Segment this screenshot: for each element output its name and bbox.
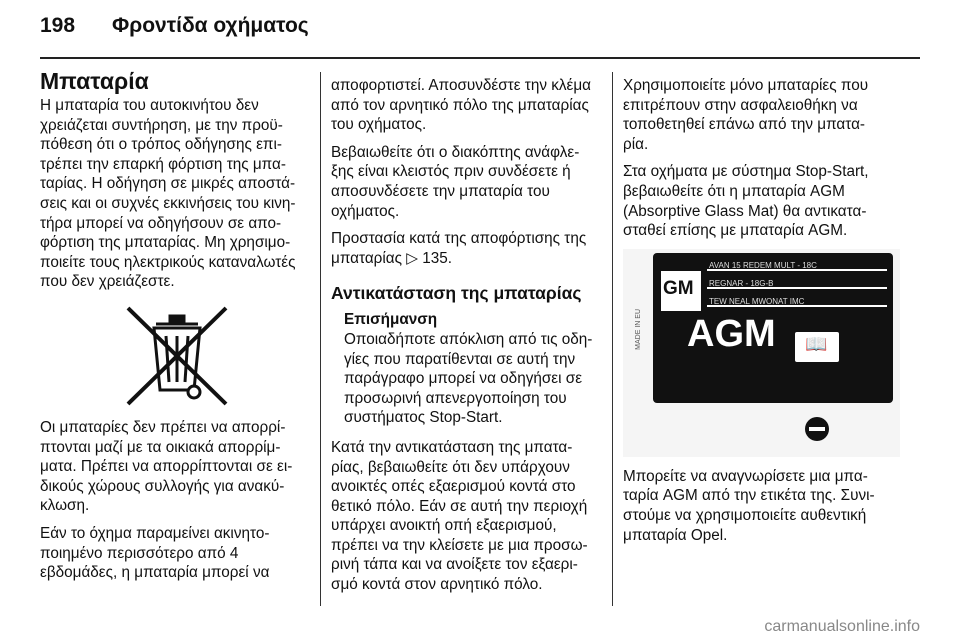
column-divider-2 (612, 72, 613, 606)
page-number: 198 (40, 14, 76, 37)
page-ref-link[interactable]: 135. (422, 249, 453, 267)
footer-watermark: carmanualsonline.info (764, 618, 920, 635)
label-line-2: REGNAR - 18G-B (709, 278, 774, 288)
page-header (40, 14, 309, 38)
column-3 (623, 76, 893, 553)
gm-logo: GM (663, 277, 694, 299)
notice-box (344, 310, 601, 428)
fuse-box-paragraph: Χρησιμοποιείτε μόνο μπαταρίες που επιτρέπουν στην ασφαλειοθήκη να τοποθετηθεί επάνω από την μπατα- ρία. (623, 77, 869, 153)
label-side-text: MADE IN EU (635, 308, 642, 350)
column-2 (331, 76, 601, 603)
section-heading-battery: Μπαταρία (40, 68, 149, 94)
section-heading-replacement: Αντικατάσταση της μπαταρίας (331, 283, 582, 304)
column-1 (40, 68, 310, 591)
disposal-paragraph: Οι μπαταρίες δεν πρέπει να απορρί- πτονται μαζί με τα οικιακά απορρίμ- ματα. Πρέπει να απορρίπτονται σε ει- δικούς χώρους συλλογής για ανακύ- κλωση. (40, 418, 293, 515)
label-line-3: TEW NEAL MWONAT IMC (709, 296, 805, 306)
vent-paragraph: Κατά την αντικατάσταση της μπατα- ρίας, βεβαιωθείτε ότι δεν υπάρχουν ανοικτές οπές εξαερισμού κοντά στο θετικό πόλο. Εάν σε αυτή την περιοχή υπάρχει ανοικτή οπή εξαερισμού, πρέπει να την κλείσετε με μια προσω- ρινή τάπα και να ανοίξετε τον εξαερι- σμό κοντά στον αρνητικό πόλο. (331, 438, 588, 594)
notice-title: Επισήμανση (344, 311, 438, 329)
agm-paragraph: Στα οχήματα με σύστημα Stop-Start, βεβαιωθείτε ότι η μπαταρία AGM (Absorptive Glass Mat) θα αντικατα- σταθεί επίσης με μπαταρία AGM. (623, 163, 869, 240)
battery-intro-paragraph: Η μπαταρία του αυτοκινήτου δεν χρειάζεται συντήρηση, με την προϋ- πόθεση ότι ο τρόπος οδήγησης επι- τρέπει την επαρκή φόρτιση της μπα- ταρίας. Η οδήγηση σε μικρές αποστά- σεις και οι συχνές εκκινήσεις του κινη- τήρα μπορεί να οδηγήσουν σε απο- φόρτιση της μπαταρίας. Μη χρησιμο- ποιείτε τους ηλεκτρικούς καταναλωτές που δεν χρειάζεστε. (40, 97, 296, 291)
book-icon: 📖 (805, 333, 828, 354)
protection-paragraph (331, 229, 601, 268)
protection-text: Προστασία κατά της αποφόρτισης της μπαταρίας (331, 230, 587, 267)
agm-battery-label-image (623, 249, 900, 457)
column-divider-1 (320, 72, 321, 606)
storage-paragraph: Εάν το όχημα παραμείνει ακινητο- ποιημένο περισσότερο από 4 εβδομάδες, η μπαταρία μπορεί να (40, 524, 270, 582)
disconnect-paragraph: αποφορτιστεί. Αποσυνδέστε την κλέμα από τον αρνητικό πόλο της μπαταρίας του οχήματος. (331, 77, 592, 134)
negative-terminal-icon (806, 417, 828, 439)
crossed-bin-icon (118, 304, 236, 408)
agm-label-text: AGM (687, 312, 776, 355)
ignition-paragraph: Βεβαιωθείτε ότι ο διακόπτης ανάφλε- ξης είναι κλειστός πριν συνδέσετε ή αποσυνδέσετε την μπαταρία του οχήματος. (331, 143, 580, 220)
agm-identification-paragraph: Μπορείτε να αναγνωρίσετε μια μπα- ταρία AGM από την ετικέτα της. Συνι- στούμε να χρησιμοποιείτε αυθεντική μπαταρία Opel. (623, 467, 875, 544)
header-rule (40, 57, 920, 59)
notice-text: Οποιαδήποτε απόκλιση από τις οδη- γίες που παρατίθενται σε αυτή την παράγραφο μπορεί να οδηγήσει σε προσωρινή απενεργοποίηση του συστήματος Stop-Start. (344, 330, 593, 427)
label-line-1: AVAN 15 REDEM MULT - 18C (709, 260, 817, 270)
chapter-title: Φροντίδα οχήματος (112, 14, 309, 37)
page-ref-arrow-icon: ▷ (406, 249, 418, 267)
